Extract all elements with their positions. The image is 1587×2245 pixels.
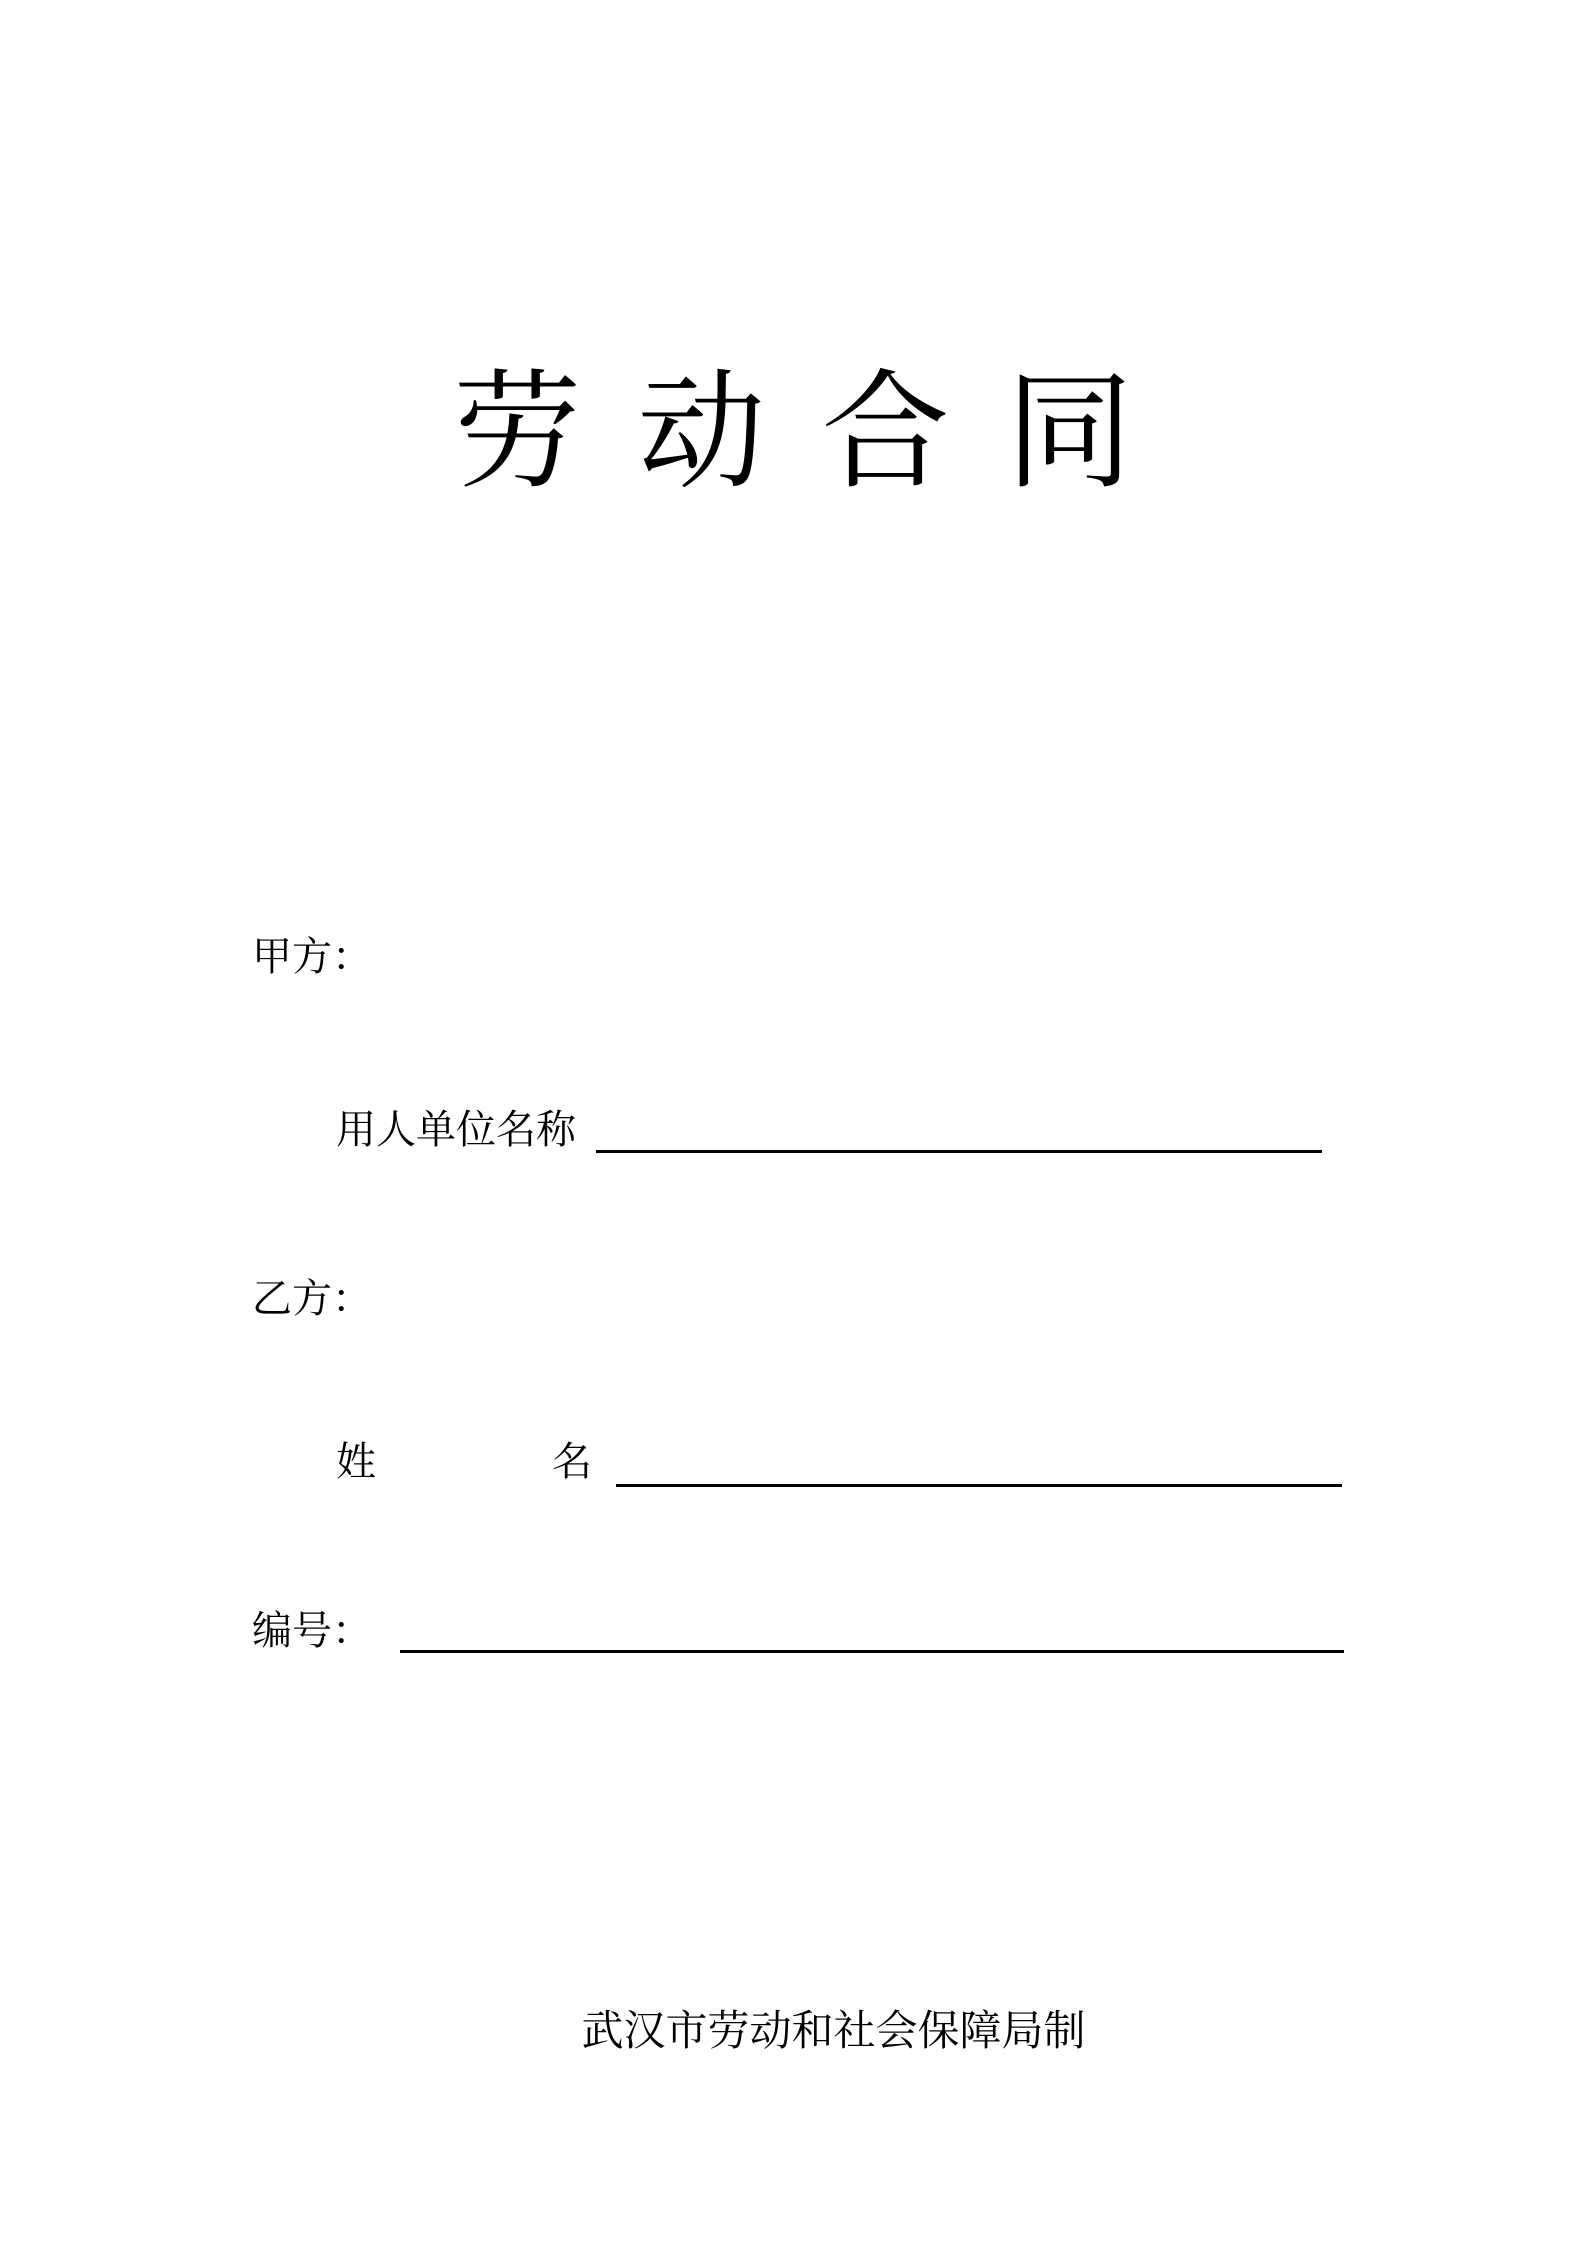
title-char-2: 动 (637, 358, 766, 507)
contract-title (0, 358, 1587, 508)
name-label-first-char: 姓 (336, 1439, 376, 1485)
title-char-3: 合 (821, 358, 950, 507)
unit-name-field[interactable] (596, 1150, 1322, 1153)
contract-number-label: 编号： (252, 1608, 372, 1654)
party-a-heading: 甲方： (252, 934, 372, 980)
issuer-line: 武汉市劳动和社会保障局制 (581, 2006, 1086, 2055)
title-char-1: 劳 (453, 358, 582, 507)
title-char-4: 同 (1005, 358, 1134, 507)
party-b-heading: 乙方： (252, 1276, 372, 1322)
unit-name-label: 用人单位名称 (336, 1107, 576, 1153)
name-field[interactable] (616, 1484, 1342, 1487)
name-label-second-char: 名 (552, 1439, 592, 1485)
contract-number-field[interactable] (400, 1650, 1344, 1653)
